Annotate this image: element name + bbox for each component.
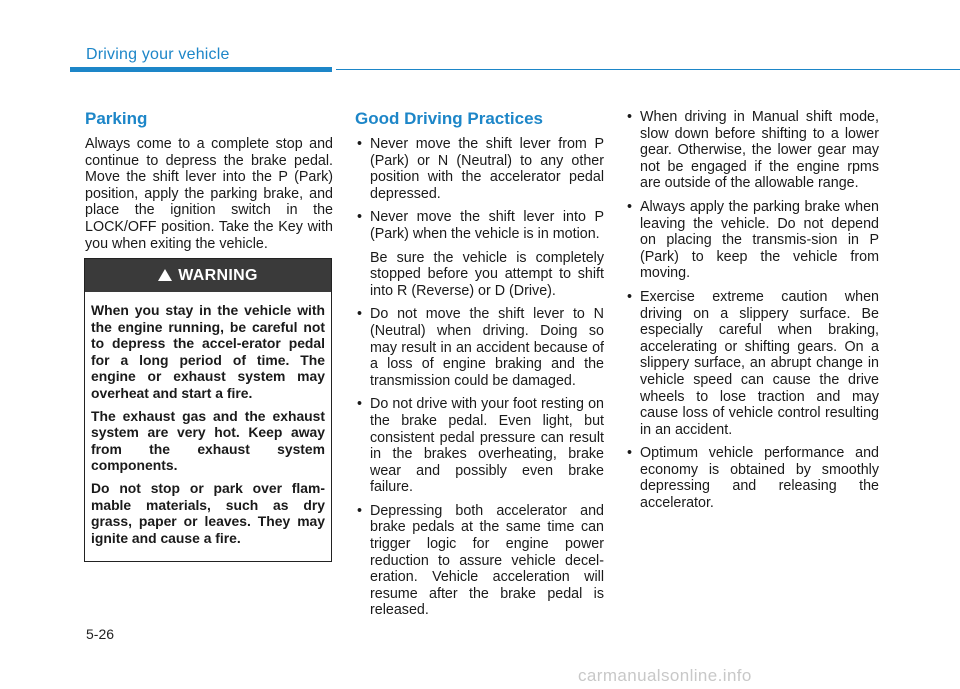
warning-triangle-icon — [158, 269, 172, 281]
list-item — [355, 396, 604, 496]
bullet-icon: • — [357, 209, 363, 226]
parking-text: Always come to a complete stop and continue to depress the brake pedal. Move the shift lever into the P (Park) position, apply the parking brake, and place the ignition switch in the LOCK/OFF position. Take the Key with you when exiting the vehicle. — [85, 136, 333, 252]
warning-label: WARNING — [178, 266, 258, 284]
list-item-text: Depressing both accelerator and brake pedals at the same time can trigger logic for engine power reduction to assure vehicle decel-eration. Vehicle acceleration will resume after the brake pedal is released. — [370, 502, 604, 619]
list-item-text: Do not move the shift lever to N (Neutral) when driving. Doing so may result in an accident because of a loss of engine braking and the transmission could be damaged. — [370, 306, 604, 389]
warning-body — [85, 292, 331, 546]
list-item-text: When driving in Manual shift mode, slow down before shifting to a lower gear. Otherwise, the lower gear may not be engaged if the engine rpms are outside of the allowable range. — [640, 109, 879, 192]
list-item-text: Exercise extreme caution when driving on a slippery surface. Be especially careful when braking, accelerating or shifting gears. On a slippery surface, an abrupt change in vehicle speed can cause the drive wheels to lose traction and may cause loss of vehicle control resulting in an accident. — [640, 288, 879, 438]
list-item — [625, 289, 879, 438]
list-item-subtext: Be sure the vehicle is completely stopped before you attempt to shift into R (Reverse) or D (Drive). — [370, 249, 604, 299]
bullet-icon: • — [627, 198, 633, 215]
practices-list — [355, 136, 604, 619]
page-header-title: Driving your vehicle — [86, 46, 230, 63]
list-item — [355, 306, 604, 389]
list-item-text: Optimum vehicle performance and economy is obtained by smoothly depressing and releasing the accelerator. — [640, 445, 879, 512]
warning-paragraph: Do not stop or park over flam-mable materials, such as dry grass, paper or leaves. They may ignite and cause a fire. — [91, 479, 325, 546]
warning-paragraph: The exhaust gas and the exhaust system are very hot. Keep away from the exhaust system components. — [91, 407, 325, 474]
warning-box — [84, 258, 332, 562]
bullet-icon: • — [357, 502, 363, 519]
list-item — [355, 209, 604, 299]
practices-list-continued — [625, 109, 879, 512]
list-item-text: Do not drive with your foot resting on the brake pedal. Even light, but consistent pedal pressure can result in the brakes overheating, brake wear and possibly even brake failure. — [370, 396, 604, 496]
warning-header — [85, 259, 331, 292]
list-item — [625, 109, 879, 192]
bullet-icon: • — [357, 136, 363, 152]
column-good-practices-continued — [625, 109, 879, 519]
list-item-text: Never move the shift lever into P (Park) when the vehicle is in motion. — [370, 209, 604, 242]
bullet-icon: • — [357, 396, 363, 413]
list-item — [625, 445, 879, 511]
list-item — [355, 503, 604, 619]
column-good-practices — [355, 109, 604, 626]
page-number: 5-26 — [86, 626, 115, 642]
column-parking — [85, 109, 333, 252]
header-rule — [336, 69, 960, 70]
bullet-icon: • — [627, 109, 633, 125]
section-title-good-practices: Good Driving Practices — [355, 109, 543, 128]
warning-paragraph: When you stay in the vehicle with the engine running, be careful not to depress the accel-erator pedal for a long period of time. The engine or exhaust system may overheat and start a fire. — [91, 302, 325, 401]
section-title-parking: Parking — [85, 109, 148, 128]
bullet-icon: • — [357, 306, 363, 323]
list-item-text: Never move the shift lever from P (Park) or N (Neutral) to any other position with the accelerator pedal depressed. — [370, 136, 604, 202]
header-accent-bar — [70, 67, 332, 72]
list-item — [355, 136, 604, 202]
list-item-text: Always apply the parking brake when leaving the vehicle. Do not depend on placing the transmis-sion in P (Park) to keep the vehicle from moving. — [640, 198, 879, 282]
bullet-icon: • — [627, 288, 633, 305]
list-item — [625, 199, 879, 282]
watermark: carmanualsonline.info — [578, 666, 752, 685]
bullet-icon: • — [627, 445, 633, 462]
